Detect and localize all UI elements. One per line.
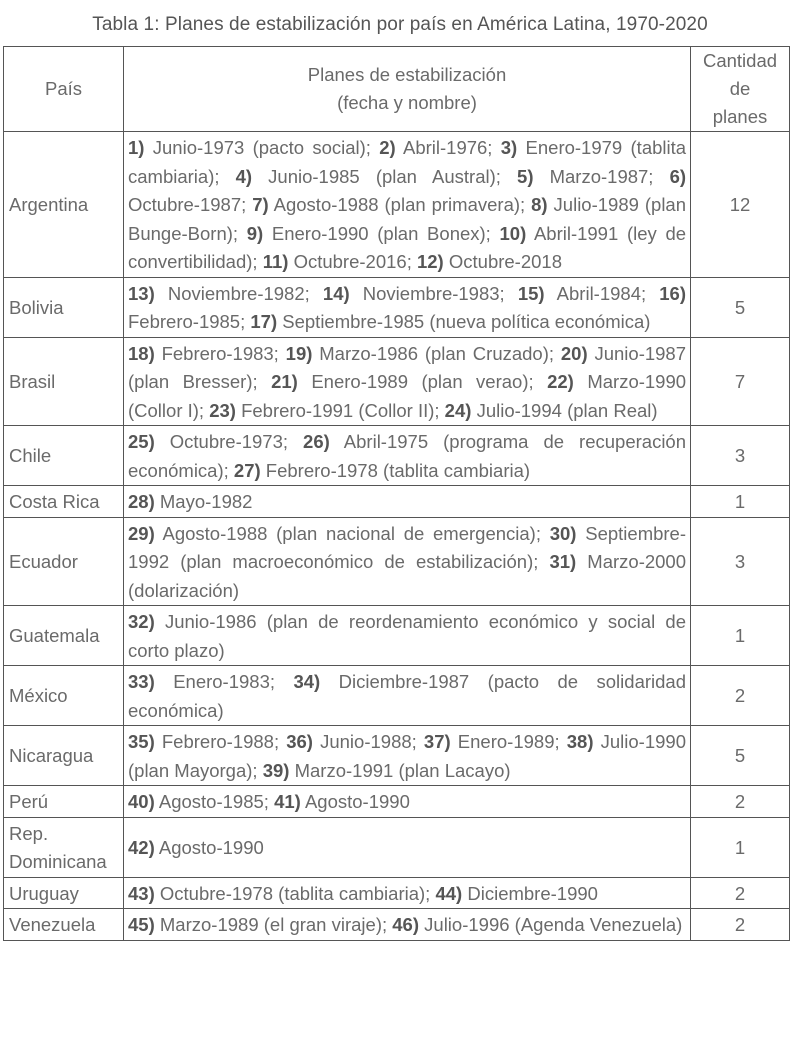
plan-text: Junio-1987 (plan Bresser);: [128, 342, 687, 392]
table-row: [4, 606, 790, 666]
plan-text: Octubre-2018: [448, 251, 562, 272]
header-country: País: [4, 47, 124, 132]
plan-text: Abril-1991 (ley de convertibilidad);: [128, 222, 687, 272]
plan-text: Febrero-1991 (Collor II);: [241, 399, 440, 421]
count-cell: 3: [691, 426, 790, 486]
plan-number: 31): [549, 551, 577, 572]
plan-number: 23): [209, 399, 236, 421]
plan-number: 29): [128, 522, 155, 544]
table-row: [4, 486, 790, 518]
plan-number: 11): [262, 251, 289, 272]
plan-number: 2): [379, 137, 396, 158]
plan-text: Agosto-1990: [158, 836, 264, 858]
plan-number: 32): [128, 611, 155, 632]
table-row: [4, 726, 790, 786]
country-cell: Guatemala: [4, 606, 124, 666]
plan-text: Abril-1976;: [402, 137, 493, 158]
plan-text: Agosto-1988 (plan nacional de emergencia);: [162, 522, 541, 544]
plan-number: 40): [128, 791, 155, 812]
count-cell: 5: [691, 277, 790, 337]
plan-number: 10): [499, 222, 527, 244]
plan-text: Octubre-1987;: [128, 194, 247, 215]
table-row: [4, 517, 790, 606]
table-row: [4, 666, 790, 726]
plan-text: Mayo-1982: [159, 491, 253, 512]
table-row: [4, 132, 790, 278]
plan-text: Septiembre-1985 (nueva política económica): [282, 311, 651, 332]
plan-text: Enero-1989 (plan verao);: [311, 371, 534, 392]
plan-number: 33): [128, 671, 155, 692]
table-caption: Tabla 1: Planes de estabilización por país en América Latina, 1970-2020: [92, 14, 708, 35]
plan-text: Julio-1996 (Agenda Venezuela): [424, 914, 683, 935]
header-count-line2: de: [729, 78, 751, 99]
count-cell: 1: [691, 606, 790, 666]
table-row: [4, 909, 790, 941]
plan-number: 22): [547, 371, 574, 392]
plans-cell: [124, 517, 691, 606]
header-count-line1: Cantidad: [702, 50, 778, 71]
plan-number: 4): [235, 165, 253, 187]
country-cell: Perú: [4, 786, 124, 818]
plan-number: 24): [444, 399, 472, 421]
plan-text: Febrero-1978 (tablita cambiaria): [265, 459, 531, 481]
table-row: [4, 277, 790, 337]
plan-number: 3): [500, 137, 518, 158]
plan-number: 13): [128, 282, 155, 304]
plan-text: Junio-1985 (plan Austral);: [268, 165, 501, 187]
plan-number: 43): [128, 882, 155, 904]
plan-text: Diciembre-1990: [467, 882, 598, 904]
count-cell: 2: [691, 909, 790, 941]
plan-text: Octubre-1978 (tablita cambiaria);: [159, 882, 431, 904]
count-cell: 3: [691, 517, 790, 606]
header-row: [4, 47, 790, 132]
plan-number: 21): [271, 371, 298, 392]
plan-text: Enero-1979 (tablita cambiaria);: [128, 137, 687, 187]
plan-text: Marzo-1991 (plan Lacayo): [294, 759, 511, 781]
plans-cell: [124, 877, 691, 909]
plan-number: 39): [262, 759, 290, 781]
count-cell: 5: [691, 726, 790, 786]
header-plans: [124, 47, 691, 132]
country-cell: Brasil: [4, 337, 124, 426]
plan-text: Julio-1990 (plan Mayorga);: [128, 731, 686, 781]
country-cell: Nicaragua: [4, 726, 124, 786]
country-cell: Bolivia: [4, 277, 124, 337]
country-cell: Chile: [4, 426, 124, 486]
plan-number: 45): [128, 914, 155, 935]
plan-text: Noviembre-1983;: [362, 282, 505, 304]
plan-number: 17): [250, 311, 278, 332]
plan-text: Julio-1994 (plan Real): [476, 399, 658, 421]
plan-number: 41): [274, 791, 301, 812]
plans-cell: [124, 909, 691, 941]
plan-text: Abril-1984;: [556, 282, 647, 304]
plan-text: Febrero-1985;: [128, 311, 246, 332]
plans-cell: [124, 337, 691, 426]
plan-text: Octubre-1973;: [169, 431, 289, 452]
plan-number: 34): [293, 671, 321, 692]
plan-number: 20): [560, 342, 588, 364]
plan-number: 44): [435, 882, 463, 904]
plan-text: Enero-1990 (plan Bonex);: [271, 222, 491, 244]
plans-cell: [124, 786, 691, 818]
plan-text: Marzo-2000 (dolarización): [128, 551, 687, 601]
table-row: [4, 817, 790, 877]
plan-text: Agosto-1988 (plan primavera);: [273, 194, 526, 215]
count-cell: 1: [691, 817, 790, 877]
plan-number: 7): [252, 194, 269, 215]
plan-number: 9): [246, 222, 264, 244]
country-cell: Venezuela: [4, 909, 124, 941]
plan-text: Marzo-1986 (plan Cruzado);: [319, 342, 555, 364]
table-row: [4, 877, 790, 909]
table-body: [4, 132, 790, 941]
header-plans-line1: Planes de estabilización: [307, 64, 507, 85]
plan-text: Febrero-1988;: [161, 731, 280, 752]
country-cell: Uruguay: [4, 877, 124, 909]
count-cell: 12: [691, 132, 790, 278]
plan-text: Octubre-2016;: [293, 251, 412, 272]
plan-number: 37): [423, 731, 451, 752]
plan-number: 35): [128, 731, 155, 752]
plan-number: 38): [566, 731, 594, 752]
plan-text: Junio-1988;: [320, 731, 417, 752]
plan-number: 42): [128, 836, 155, 858]
plan-number: 8): [531, 194, 548, 215]
plans-cell: [124, 132, 691, 278]
plan-text: Marzo-1987;: [549, 165, 654, 187]
plans-cell: [124, 277, 691, 337]
country-cell: Rep. Dominicana: [4, 817, 124, 877]
plans-cell: [124, 817, 691, 877]
plan-text: Junio-1986 (plan de reordenamiento económico y social de corto plazo): [128, 611, 686, 661]
plan-number: 46): [392, 914, 420, 935]
count-cell: 7: [691, 337, 790, 426]
plan-number: 25): [128, 431, 155, 452]
plan-number: 15): [517, 282, 545, 304]
table-row: [4, 337, 790, 426]
country-cell: Argentina: [4, 132, 124, 278]
plan-text: Diciembre-1987 (pacto de solidaridad económica): [128, 671, 686, 721]
plan-text: Julio-1989 (plan Bunge-Born);: [128, 194, 687, 244]
plan-number: 1): [128, 137, 145, 158]
header-count: [691, 47, 790, 132]
plans-cell: [124, 426, 691, 486]
plan-text: Agosto-1985;: [158, 791, 269, 812]
country-cell: Costa Rica: [4, 486, 124, 518]
plan-text: Noviembre-1982;: [167, 282, 310, 304]
plan-text: Enero-1989;: [457, 731, 560, 752]
plan-number: 6): [669, 165, 687, 187]
plan-text: Septiembre-1992 (plan macroeconómico de estabilización);: [128, 522, 686, 572]
plans-cell: [124, 726, 691, 786]
plan-text: Agosto-1990: [304, 791, 410, 812]
plan-text: Marzo-1989 (el gran viraje);: [159, 914, 388, 935]
plan-number: 36): [286, 731, 313, 752]
header-count-line3: planes: [712, 106, 768, 127]
plan-text: Abril-1975 (programa de recuperación económica);: [128, 431, 687, 481]
plan-number: 16): [659, 282, 687, 304]
plans-cell: [124, 666, 691, 726]
plan-number: 14): [322, 282, 350, 304]
count-cell: 2: [691, 877, 790, 909]
country-cell: Ecuador: [4, 517, 124, 606]
plan-number: 19): [285, 342, 313, 364]
plans-cell: [124, 486, 691, 518]
plan-text: Enero-1983;: [173, 671, 276, 692]
plan-text: Marzo-1990 (Collor I);: [128, 371, 687, 421]
plan-number: 27): [233, 459, 261, 481]
plan-number: 26): [303, 431, 330, 452]
plan-text: Febrero-1983;: [161, 342, 279, 364]
count-cell: 2: [691, 786, 790, 818]
plan-number: 12): [416, 251, 444, 272]
plan-number: 30): [549, 522, 577, 544]
header-plans-line2: (fecha y nombre): [337, 92, 477, 113]
country-cell: México: [4, 666, 124, 726]
table-row: [4, 426, 790, 486]
count-cell: 1: [691, 486, 790, 518]
count-cell: 2: [691, 666, 790, 726]
plan-number: 18): [128, 342, 155, 364]
table-row: [4, 786, 790, 818]
plan-text: Junio-1973 (pacto social);: [152, 137, 371, 158]
plan-number: 5): [517, 165, 534, 187]
plans-cell: [124, 606, 691, 666]
plan-number: 28): [128, 491, 155, 512]
stabilization-plans-table: [3, 46, 790, 941]
